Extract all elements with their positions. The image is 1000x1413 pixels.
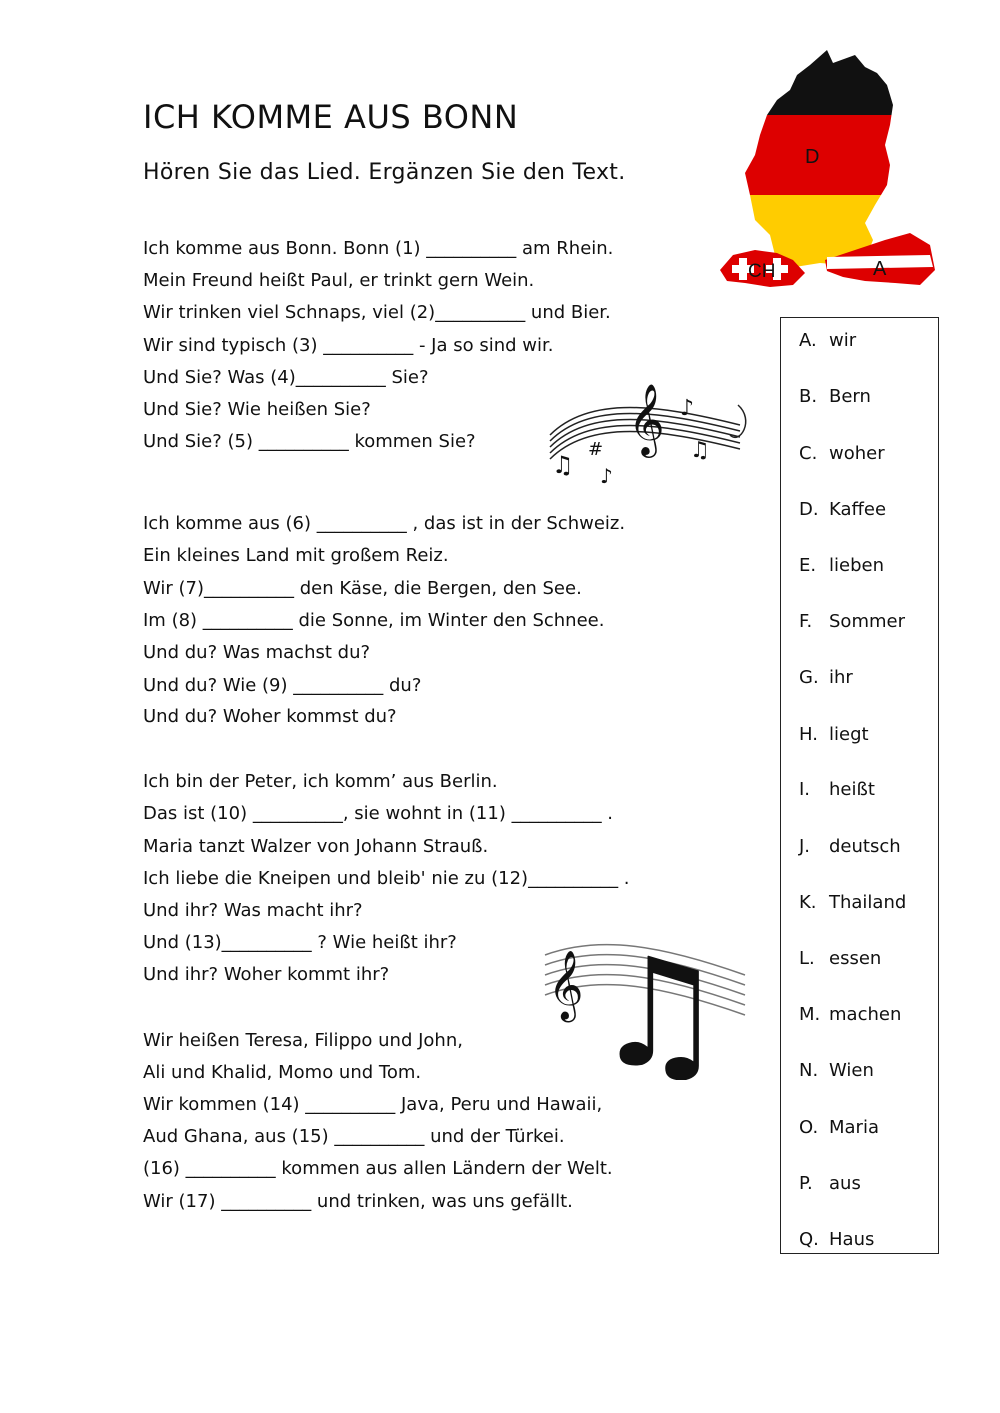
lyric-line: Wir kommen (14) __________ Java, Peru und Hawaii, [143,1094,603,1115]
svg-text:♪: ♪ [600,464,613,488]
word-bank-item: Q. Haus [799,1229,875,1250]
lyric-line: Und Sie? Wie heißen Sie? [143,399,371,420]
lyric-line: Das ist (10) __________, sie wohnt in (11) __________ . [143,803,614,824]
music-notes-icon [540,915,750,1080]
svg-text:♫: ♫ [592,927,727,1080]
word-bank-item: D. Kaffee [799,499,887,520]
word-bank-item: B. Bern [799,386,871,407]
map-label-ch: CH [748,261,776,282]
map-label-d: D [805,146,820,168]
lyric-line: Und du? Woher kommst du? [143,706,397,727]
svg-text:♫: ♫ [552,451,574,479]
word-bank-item: A. wir [799,330,857,351]
word-bank-item: J. deutsch [799,836,901,857]
svg-text:#: # [588,439,604,460]
word-bank-item: P. aus [799,1173,861,1194]
lyric-line: Ich liebe die Kneipen und bleib' nie zu (12)__________ . [143,868,630,889]
word-bank-item: K. Thailand [799,892,907,913]
lyric-line: Mein Freund heißt Paul, er trinkt gern Wein. [143,270,535,291]
lyric-line: Und Sie? Was (4)__________ Sie? [143,367,429,388]
word-bank-item: E. lieben [799,555,884,576]
lyric-line: Wir trinken viel Schnaps, viel (2)__________ und Bier. [143,302,611,323]
word-bank-item: I. heißt [799,779,875,800]
word-bank-item: H. liegt [799,724,869,745]
lyric-line: Im (8) __________ die Sonne, im Winter den Schnee. [143,610,605,631]
svg-text:♫: ♫ [690,438,710,463]
lyric-line: Wir (17) __________ und trinken, was uns gefällt. [143,1191,573,1212]
lyric-line: Maria tanzt Walzer von Johann Strauß. [143,836,489,857]
word-bank-item: F. Sommer [799,611,905,632]
svg-text:𝄞: 𝄞 [548,950,584,1020]
lyric-line: Und Sie? (5) __________ kommen Sie? [143,431,476,452]
lyric-line: Und ihr? Woher kommt ihr? [143,964,390,985]
lyric-line: Wir (7)__________ den Käse, die Bergen, den See. [143,578,582,599]
svg-text:𝄞: 𝄞 [628,382,665,455]
lyric-line: Und du? Wie (9) __________ du? [143,675,422,696]
lyric-line: Aud Ghana, aus (15) __________ und der Türkei. [143,1126,565,1147]
lyric-line: Ein kleines Land mit großem Reiz. [143,545,449,566]
instruction: Hören Sie das Lied. Ergänzen Sie den Text. [143,160,626,185]
map-label-a: A [873,258,887,280]
word-bank-item: C. woher [799,443,885,464]
lyric-line: Ich komme aus Bonn. Bonn (1) __________ am Rhein. [143,238,614,259]
page-title: ICH KOMME AUS BONN [143,98,519,136]
word-bank-item: G. ihr [799,667,853,688]
lyric-line: Und du? Was machst du? [143,642,371,663]
lyric-line: Und ihr? Was macht ihr? [143,900,363,921]
lyric-line: Ich bin der Peter, ich komm’ aus Berlin. [143,771,498,792]
music-staff-icon [540,365,750,495]
lyric-line: Ich komme aus (6) __________ , das ist in der Schweiz. [143,513,626,534]
lyric-line: Wir sind typisch (3) __________ - Ja so sind wir. [143,335,554,356]
lyric-line: Wir heißen Teresa, Filippo und John, [143,1030,463,1051]
word-bank-item: L. essen [799,948,882,969]
svg-text:♪: ♪ [680,396,695,421]
lyric-line: (16) __________ kommen aus allen Ländern der Welt. [143,1158,613,1179]
word-bank-item: O. Maria [799,1117,879,1138]
word-bank-item: N. Wien [799,1060,874,1081]
lyric-line: Ali und Khalid, Momo und Tom. [143,1062,422,1083]
word-bank-item: M. machen [799,1004,902,1025]
word-bank [780,317,939,1254]
dach-map [715,45,940,310]
lyric-line: Und (13)__________ ? Wie heißt ihr? [143,932,457,953]
